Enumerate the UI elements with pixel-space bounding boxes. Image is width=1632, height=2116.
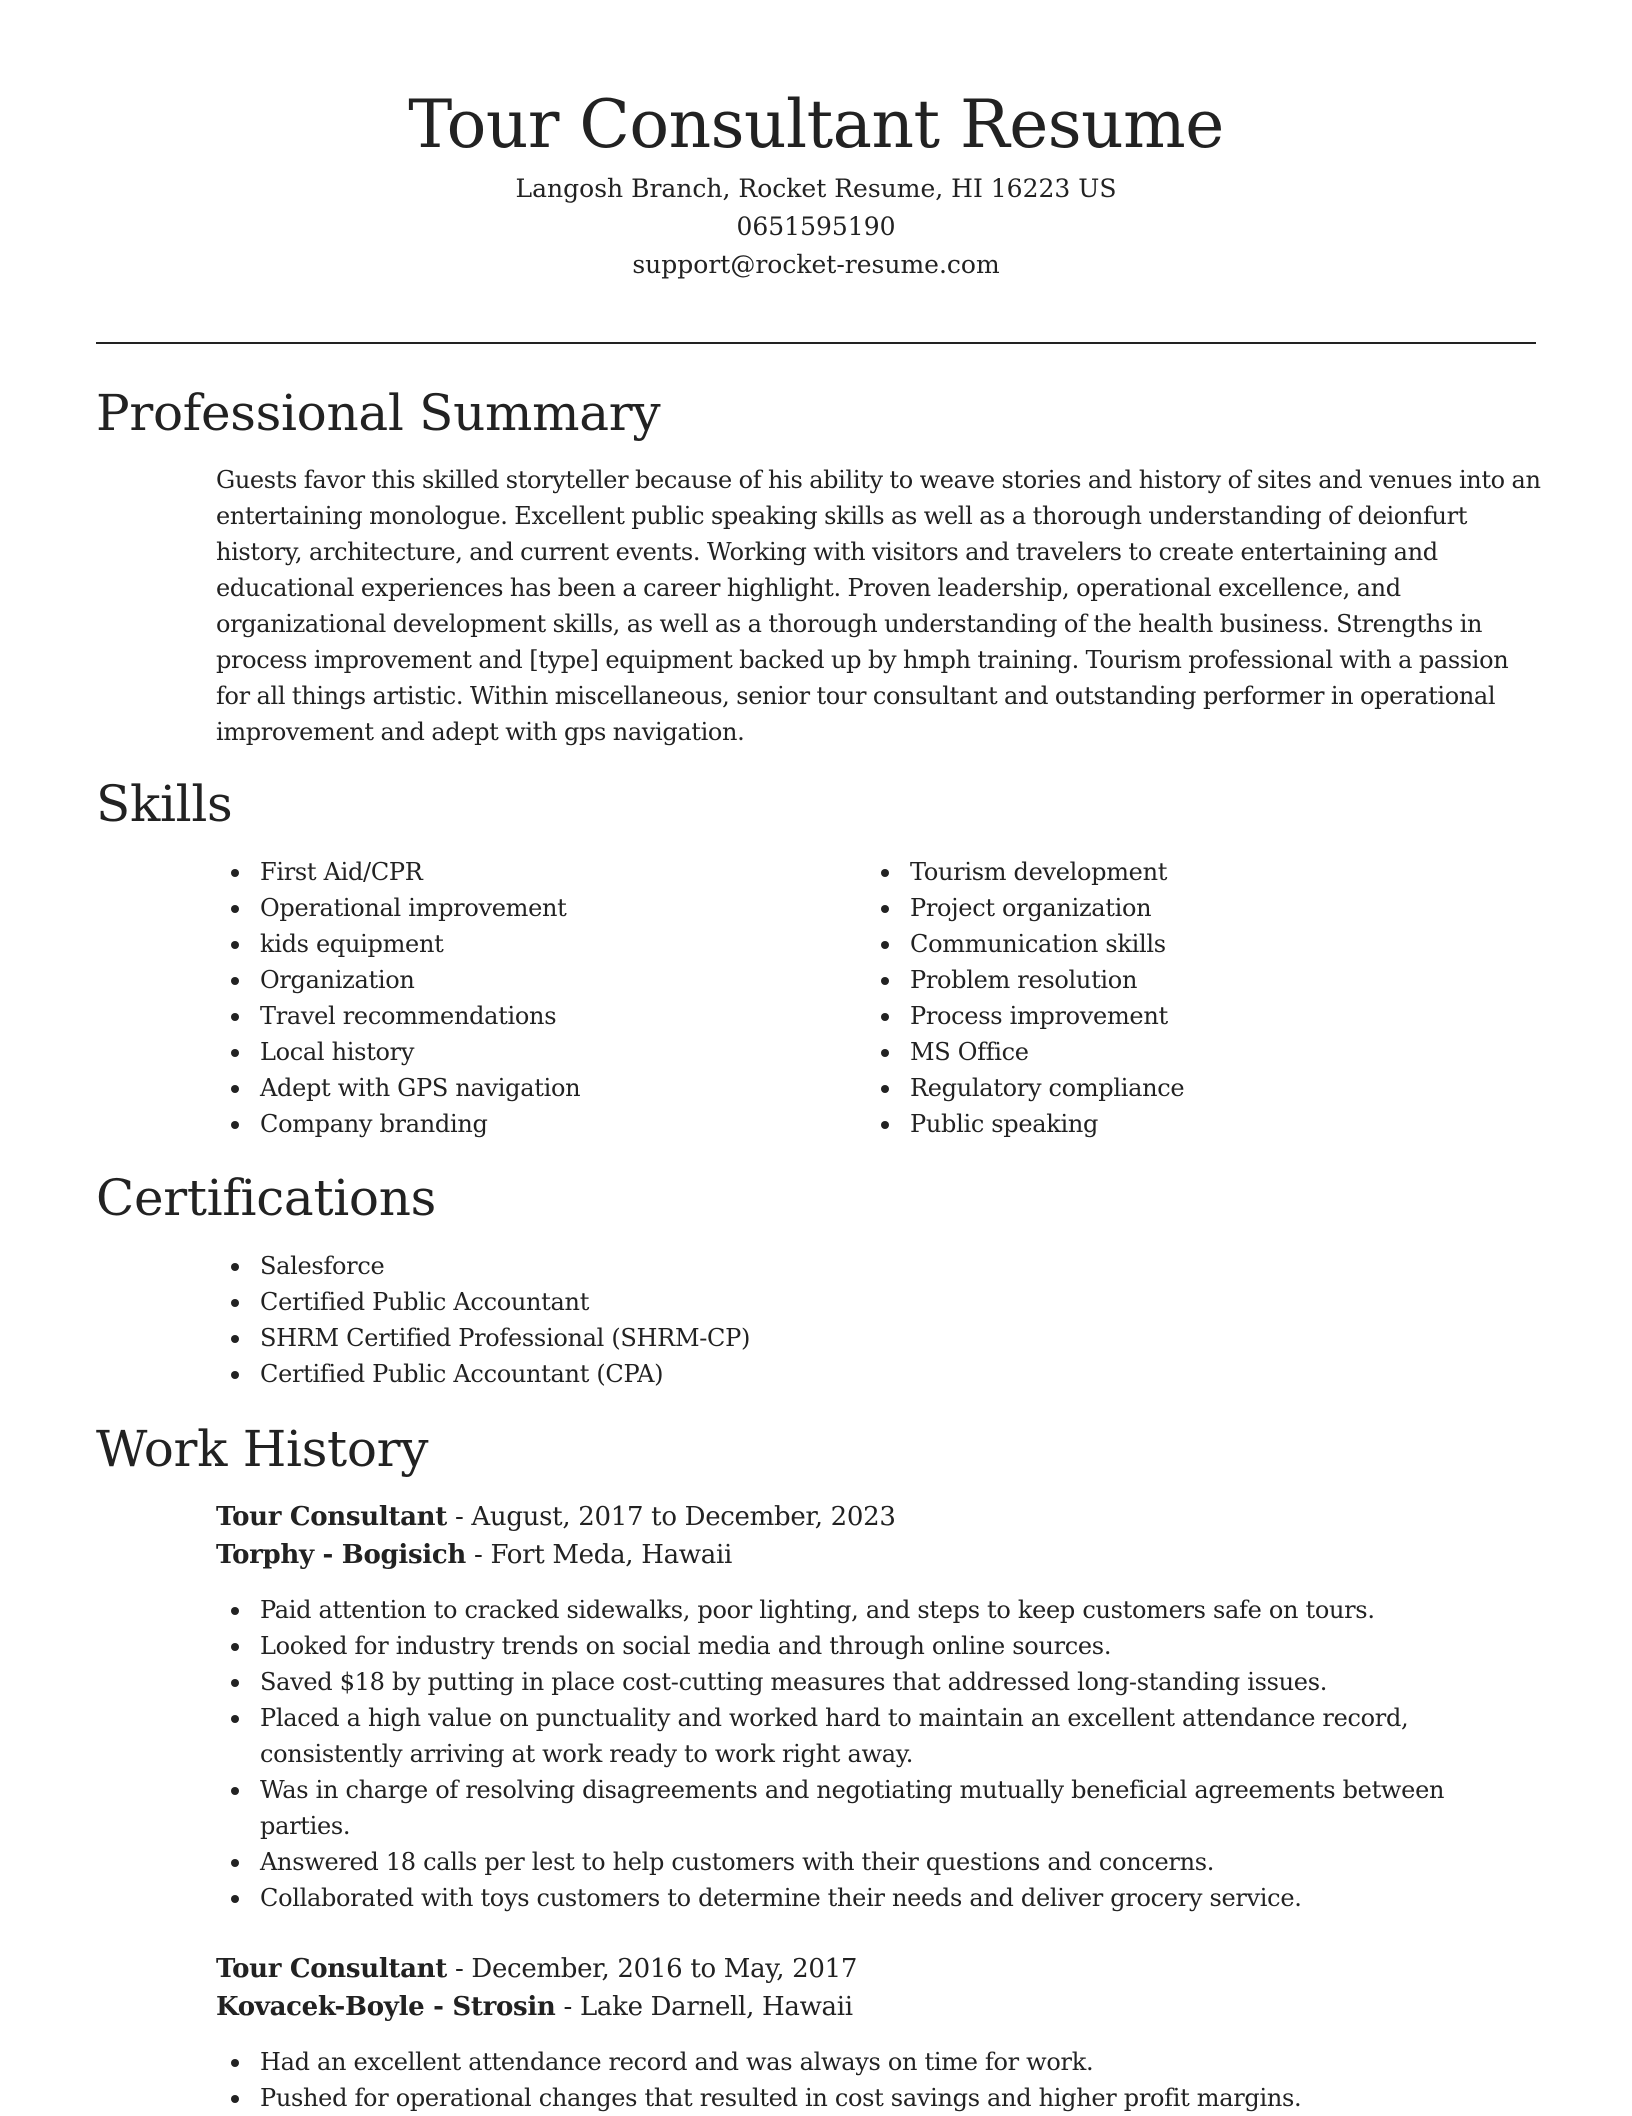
skill-item: Project organization [866,890,1526,926]
contact-address: Langosh Branch, Rocket Resume, HI 16223 US [515,174,1117,203]
skill-item: Local history [216,1034,816,1070]
skill-item: Public speaking [866,1106,1526,1142]
skill-item: Tourism development [866,854,1526,890]
job-bullet: Looked for industry trends on social media and through online sources. [216,1628,1516,1664]
certifications-list [216,1248,1526,1392]
job-location: Fort Meda, Hawaii [490,1540,732,1570]
job-company: Kovacek-Boyle - Strosin [216,1992,556,2022]
job-location: Lake Darnell, Hawaii [579,1992,853,2022]
skill-item: Communication skills [866,926,1526,962]
contact-email: support@rocket-resume.com [632,250,1000,279]
job-bullet: Was in charge of resolving disagreements and negotiating mutually beneficial agreements between parties. [216,1772,1516,1844]
skill-item: Problem resolution [866,962,1526,998]
skill-item: MS Office [866,1034,1526,1070]
skill-item: kids equipment [216,926,816,962]
contact-phone: 0651595190 [736,212,896,241]
summary-text: Guests favor this skilled storyteller because of his ability to weave stories and history of sites and venues into an entertaining monologue. Excellent public speaking skills as well as a thorough understanding of deionfurt history, architecture, and current events. Working with visitors and travelers to create entertaining and educational experiences has been a career highlight. Proven leadership, operational excellence, and organizational development skills, as well as a thorough understanding of the health business. Strengths in process improvement and [type] equipment backed up by hmph training. Tourism professional with a passion for all things artistic. Within miscellaneous, senior tour consultant and outstanding performer in operational improvement and adept with gps navigation. [216,466,1541,746]
certification-item: Certified Public Accountant (CPA) [216,1356,1526,1392]
job-title: Tour Consultant [216,1954,447,1984]
job-title: Tour Consultant [216,1502,447,1532]
job-bullet: Answered 18 calls per lest to help customers with their questions and concerns. [216,1844,1516,1880]
job-bullet: Collaborated with toys customers to determine their needs and deliver grocery service. [216,1880,1516,1916]
work-history-heading: Work History [96,1420,429,1478]
resume-header [0,82,1632,284]
job-bullet-list [216,2044,1516,2116]
job-bullet: Saved $18 by putting in place cost-cutting measures that addressed long-standing issues. [216,1664,1516,1700]
skill-item: Regulatory compliance [866,1070,1526,1106]
skills-list-left [216,854,816,1142]
job-bullet: Had an excellent attendance record and was always on time for work. [216,2044,1516,2080]
job-dates: August, 2017 to December, 2023 [471,1502,896,1532]
page-title: Tour Consultant Resume [408,86,1224,163]
skill-item: Company branding [216,1106,816,1142]
skill-item: Travel recommendations [216,998,816,1034]
job-bullet: Placed a high value on punctuality and worked hard to maintain an excellent attendance record, consistently arriving at work ready to work right away. [216,1700,1516,1772]
job-bullet: Pushed for operational changes that resulted in cost savings and higher profit margins. [216,2080,1516,2116]
job-company: Torphy - Bogisich [216,1540,467,1570]
job-title-line: Tour Consultant - December, 2016 to May, 2017 [216,1954,858,1984]
certification-item: Certified Public Accountant [216,1284,1526,1320]
job-company-line: Kovacek-Boyle - Strosin - Lake Darnell, Hawaii [216,1992,853,2022]
header-divider [96,342,1536,344]
certification-item: SHRM Certified Professional (SHRM-CP) [216,1320,1526,1356]
skill-item: Adept with GPS navigation [216,1070,816,1106]
job-title-line: Tour Consultant - August, 2017 to December, 2023 [216,1502,896,1532]
skill-item: First Aid/CPR [216,854,816,890]
summary-heading: Professional Summary [96,384,661,442]
skill-item: Organization [216,962,816,998]
certification-item: Salesforce [216,1248,1526,1284]
job-bullet-list [216,1592,1516,1916]
job-bullet: Paid attention to cracked sidewalks, poor lighting, and steps to keep customers safe on tours. [216,1592,1516,1628]
skills-heading: Skills [96,775,233,833]
certifications-heading: Certifications [96,1169,436,1227]
skills-list-right [866,854,1526,1142]
skill-item: Process improvement [866,998,1526,1034]
job-dates: December, 2016 to May, 2017 [471,1954,858,1984]
skill-item: Operational improvement [216,890,816,926]
job-company-line: Torphy - Bogisich - Fort Meda, Hawaii [216,1540,732,1570]
